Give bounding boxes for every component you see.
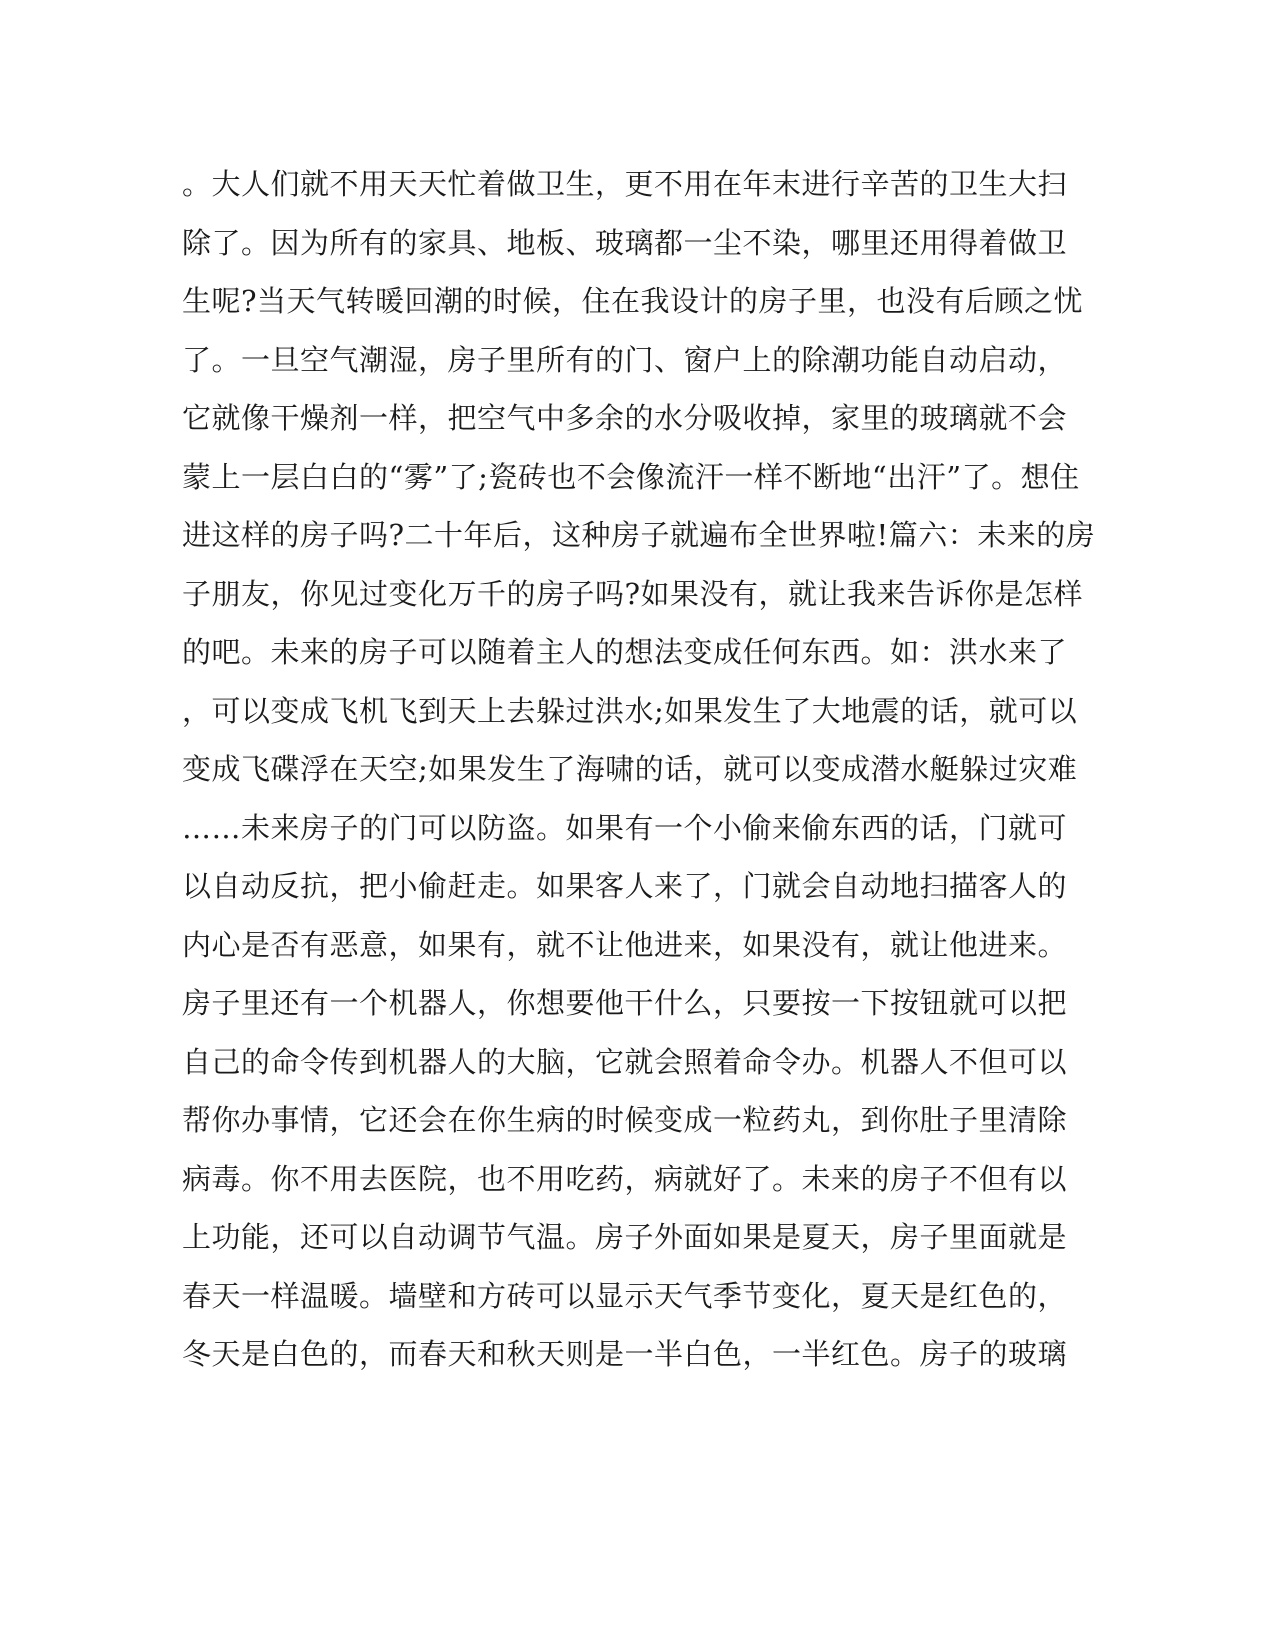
- text-line: ……未来房子的门可以防盗。如果有一个小偷来偷东西的话，门就可: [182, 810, 1068, 845]
- text-line: 帮你办事情，它还会在你生病的时候变成一粒药丸，到你肚子里清除: [182, 1103, 1068, 1137]
- text-line: 春天一样温暖。墙壁和方砖可以显示天气季节变化，夏天是红色的，: [182, 1278, 1068, 1313]
- text-line: 上功能，还可以自动调节气温。房子外面如果是夏天，房子里面就是: [182, 1220, 1068, 1254]
- text-line: 以自动反抗，把小偷赶走。如果客人来了，门就会自动地扫描客人的: [182, 869, 1068, 903]
- text-line: 进这样的房子吗?二十年后，这种房子就遍布全世界啦!篇六：未来的房: [182, 518, 1096, 552]
- text-line: 蒙上一层白白的“雾”了;瓷砖也不会像流汗一样不断地“出汗”了。想住: [182, 459, 1080, 494]
- text-line: 它就像干燥剂一样，把空气中多余的水分吸收掉，家里的玻璃就不会: [182, 401, 1068, 435]
- text-line: 变成飞碟浮在天空;如果发生了海啸的话，就可以变成潜水艇躲过灾难: [182, 752, 1078, 786]
- text-line: 的吧。未来的房子可以随着主人的想法变成任何东西。如：洪水来了: [182, 635, 1068, 669]
- text-line: ，可以变成飞机飞到天上去躲过洪水;如果发生了大地震的话，就可以: [182, 693, 1078, 728]
- text-line: 子朋友，你见过变化万千的房子吗?如果没有，就让我来告诉你是怎样: [182, 576, 1084, 611]
- text-line: 除了。因为所有的家具、地板、玻璃都一尘不染，哪里还用得着做卫: [182, 225, 1068, 260]
- text-line: 冬天是白色的，而春天和秋天则是一半白色，一半红色。房子的玻璃: [182, 1337, 1068, 1371]
- text-line: 了。一旦空气潮湿，房子里所有的门、窗户上的除潮功能自动启动，: [182, 342, 1068, 377]
- text-line: 房子里还有一个机器人，你想要他干什么，只要按一下按钮就可以把: [182, 986, 1068, 1020]
- body-text: [182, 155, 1096, 1384]
- text-line: 生呢?当天气转暖回潮的时候，住在我设计的房子里，也没有后顾之忧: [182, 284, 1084, 318]
- text-line: 病毒。你不用去医院，也不用吃药，病就好了。未来的房子不但有以: [182, 1161, 1068, 1196]
- text-line: 。大人们就不用天天忙着做卫生，更不用在年末进行辛苦的卫生大扫: [182, 167, 1068, 201]
- text-line: 自己的命令传到机器人的大脑，它就会照着命令办。机器人不但可以: [182, 1044, 1068, 1079]
- text-line: 内心是否有恶意，如果有，就不让他进来，如果没有，就让他进来。: [182, 927, 1068, 962]
